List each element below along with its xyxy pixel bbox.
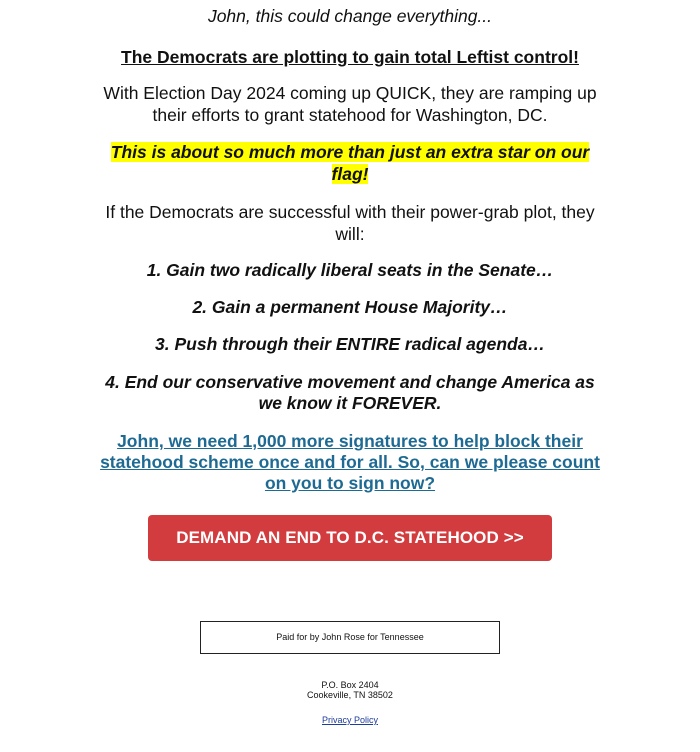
highlighted-text: This is about so much more than just an extra star on our flag! [110,142,590,184]
list-item: 2. Gain a permanent House Majority… [192,297,508,317]
address-line-2: Cookeville, TN 38502 [307,690,393,700]
headline: The Democrats are plotting to gain total Leftist control! [121,47,579,67]
email-body [100,5,600,561]
greeting: John, this could change everything... [207,6,493,26]
lead-in-paragraph: If the Democrats are successful with their power-grab plot, they will: [105,202,595,244]
address-line-1: P.O. Box 2404 [321,680,379,690]
demand-end-statehood-button[interactable]: DEMAND AN END TO D.C. STATEHOOD >> [148,515,552,561]
list-item: 1. Gain two radically liberal seats in the Senate… [146,260,554,280]
list-item: 3. Push through their ENTIRE radical agenda… [155,334,545,354]
list-item: 4. End our conservative movement and change America as we know it FOREVER. [105,372,595,413]
cta-button-row [100,515,600,561]
intro-paragraph: With Election Day 2024 coming up QUICK, they are ramping up their efforts to grant statehood for Washington, DC. [103,83,597,125]
mailing-address [0,680,700,700]
sign-now-link[interactable]: John, we need 1,000 more signatures to help block their statehood scheme once and for all. So, can we please count on you to sign now? [100,431,600,493]
privacy-policy-link[interactable]: Privacy Policy [321,715,378,725]
paid-for-disclaimer: Paid for by John Rose for Tennessee [200,621,500,654]
highlight-paragraph [100,141,600,185]
